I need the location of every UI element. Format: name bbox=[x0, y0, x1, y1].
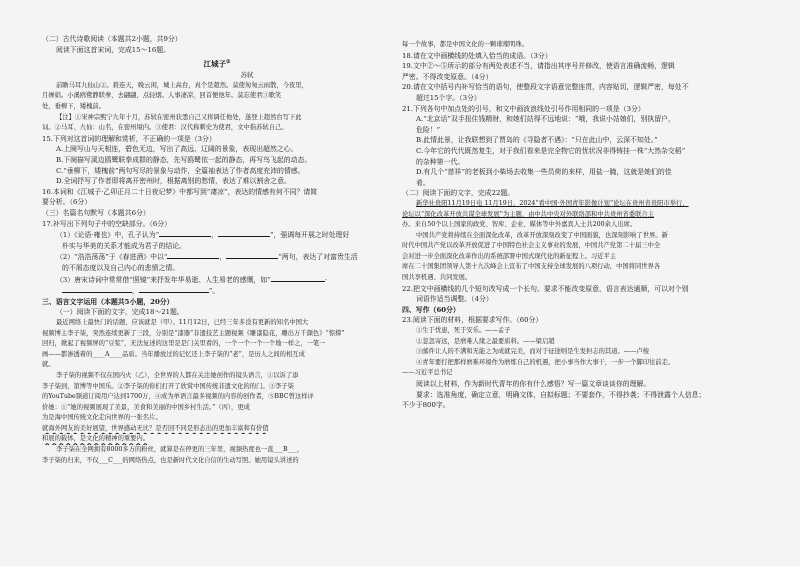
section-heading: （二）古代诗歌阅读（本题共2小题，共9分） bbox=[42, 35, 182, 43]
option-b: B.此情此景，让我联想到了贾岛的《寻隐者不遇》：“只在此山中，云深不知处。” bbox=[416, 136, 658, 145]
material-quote: ④青年要打把那样磨难环境作为磨炼自己的机遇，把小事当作大事干，一步一个脚印往前走。 bbox=[416, 358, 675, 366]
passage-line: 最近网络上最快门的话题，应该就是（甲）。11月12日，已经三年多没有更新的知名中国大 bbox=[56, 318, 309, 326]
question-19: 19.文中②～⑤所示的部分有两处表述不当，请指出其序号并修改，使语言准确流畅，逻辑 bbox=[402, 62, 675, 71]
option-a-cont: 危险！” bbox=[416, 125, 441, 134]
material-quote: ①生于忧患，死于安乐。——孟子 bbox=[416, 327, 511, 335]
question-22: 22.把文中画横线的几个短句改写成一个长句。要求不能改变原意，语言表达通顺，可以对个别 bbox=[402, 284, 689, 293]
right-column bbox=[402, 40, 762, 411]
fill-blank-2-cont: 的不屑态度以及自己内心的悲愤之情。 bbox=[62, 263, 180, 272]
part-heading: 四、写作（60分） bbox=[402, 305, 460, 314]
passage-line: 办。来自50个以上国家的政党、智库、企业、媒体等中外嘉宾人士共200余人出席。 bbox=[402, 221, 637, 229]
answer-blank[interactable] bbox=[218, 229, 270, 237]
fill-blank-3: （3）唐宋诗词中常常借“照镜”来抒发年华易逝、人生易老的感慨，如“ - bbox=[56, 275, 328, 284]
question-20: 20.请在文中括号内补写恰当的语句，使整段文字语意完整连贯，内容贴切，逻辑严密，每处不 bbox=[402, 83, 689, 92]
poem-note: 【注】①宋神宗熙宁九年十月，苏轼在密州获悉自己又将调任他处，遂登上超然台写下此 bbox=[56, 113, 302, 121]
passage-line: 的YouTube频道订阅用户达到1700万，④成为单语言最多视频的内容的创作者，⑤BBC曾这样评 bbox=[42, 393, 314, 401]
passage-line: 为是海中国传统文化走向世界的一张名片。 bbox=[42, 414, 162, 422]
part-heading: 三、语言文字运用（本题共5小题，20分） bbox=[42, 297, 174, 306]
question-20-cont: 超过15个字。（3分） bbox=[416, 93, 481, 102]
passage-line: 视频博主李子柒，突然连续更新了三段，分别是“漆器”非遗技艺主题视频《雕漆隐花，雕出万千颜色》“惊撑” bbox=[42, 329, 345, 337]
instruction-text: 阅读下面这首宋词，完成15～16题。 bbox=[56, 45, 171, 54]
question-18: 18.请在文中画横线的处填入恰当的成语。（3分） bbox=[402, 51, 552, 60]
answer-blank[interactable] bbox=[167, 251, 219, 259]
writing-requirements: 要求：选准角度，确定立意，明确文体，自拟标题；不要套作，不得抄袭；不得泄露个人信息； bbox=[416, 390, 706, 399]
fill-blank-2: （2）“浩浩荡荡”于《春进酒》中以“ ， ”两句，表达了对富贵生活 bbox=[56, 253, 358, 262]
fill-blank-3-cont: ， ”。 bbox=[42, 285, 392, 297]
underlined-passage: 论坛以“深化改革开放共谋全球发展”为主题，由中共中央对外联络部和中共贵州省委联合主 bbox=[402, 210, 655, 218]
question-16: 16.本词和《江城子·乙卯正月二十日夜记梦》中都写到“凄凉”，表达的情感有何不同？请简 bbox=[42, 187, 318, 196]
passage-line: 就。 bbox=[42, 361, 55, 369]
question-17: 17.补写出下列句子中的空缺部分。（6分） bbox=[42, 219, 172, 228]
material-quote: ③邮件让人的不满和无能之为成就完美，而对于征途则是生发担志的其道。——卢梭 bbox=[416, 348, 649, 356]
answer-blank[interactable] bbox=[139, 285, 209, 293]
option-c: C.“垂柳下，矮槐前”两句写尽的景象与动作，全篇袖表达了作者高度充沛的情感。 bbox=[56, 166, 305, 175]
option-d: D.全词抒写了作者即将离开密州时，根据离别的愁情，表达了难以割舍之意。 bbox=[56, 177, 291, 186]
passage-line: 会对进一步全面深化改革作出的系统部署中国式现代化的新征程上。习近平主 bbox=[402, 252, 617, 260]
option-d: D.有几个“慈祥”的老板到小柴场去收集一些员荷的来样，用盐一腌，这就是她们的佳 bbox=[416, 168, 672, 177]
passage-line: 国共享机遇、共同发展。 bbox=[402, 274, 472, 282]
option-a: A.“北京话”双手扭住钱精财，和她们站得不远地说：“哦，我说小站娘们，别执留户， bbox=[416, 115, 675, 124]
passage-line: 每一个故事，都是中国文化的一颗璀璨明珠。 bbox=[402, 41, 528, 48]
option-b: B.下阕描写溪边鸥鹭联拳成群的静态，先写鸥鹭依一起的静态，再写鸟飞起的动态。 bbox=[56, 156, 312, 165]
passage-line: 席在二十国集团领导人第十九次峰会上宣布了中国支持全球发展的八项行动，中国将同世界各 bbox=[402, 263, 661, 271]
wavy-underlined-passage: 就海外网友的美好展望，世界感动无比？是否回不同是形态出的更加丰富和有价值 bbox=[42, 424, 269, 432]
fill-blank-1: （1）《论语·雍也》中，孔子认为“ ， ”，强调每开展之时处理好 bbox=[56, 231, 350, 240]
question-15: 15.下列对这首词的理解和赏析，不正确的一项是（3分） bbox=[42, 134, 216, 143]
option-d-cont: 肴。 bbox=[416, 178, 430, 187]
option-c-cont: 的杂种第一代。 bbox=[416, 157, 465, 166]
poem-title: 江城子① bbox=[203, 59, 231, 69]
section-heading: （一）阅读下面的文字，完成18～21题。 bbox=[56, 308, 184, 317]
writing-prompt: 阅读以上材料，作为新时代青年的你有什么感悟？写一篇文章谈谈你的理解。 bbox=[416, 380, 651, 388]
passage-line: 李子柒在全网拥有8000多万的粉丝，就算是在停更的三年里，视频热度也一直___B___， bbox=[56, 446, 304, 454]
option-c: C.今年它的代代既然复生，对于我们看来是完全物它的忧状况非得铸挂一株“大然杂交稻” bbox=[416, 146, 686, 155]
answer-blank[interactable] bbox=[62, 285, 132, 293]
passage-line: 李子柒的归来，不仅___C___的网络热点，也是新时代文化自信的生动写照。她用镜头讲述的 bbox=[42, 456, 299, 464]
passage-line: 回归，掀起了视频屏的“豆浆”，无法复述的这里是是门关里看的，一个一个一个一个地一样之，一笔一 bbox=[42, 340, 326, 348]
option-a: A.上阕写山与天相连，碧色无边，写出了高远、辽阔的景象，表现出超然之心。 bbox=[56, 145, 298, 154]
writing-requirements-cont: 不少于800字。 bbox=[402, 401, 450, 410]
poem-line: 前瞻马耳九仙山②。碧连天，晚云闲，城上高台，真个是超然。莫使匆匆云雨散，今夜里， bbox=[56, 81, 308, 89]
answer-blank[interactable] bbox=[226, 251, 278, 259]
material-quote-cont: ——习近平总书记 bbox=[402, 369, 453, 377]
answer-blank[interactable] bbox=[271, 274, 325, 282]
section-heading: （三）名篇名句默写（本题共6分） bbox=[42, 209, 150, 217]
question-21: 21.下列各句中加点处的引号，和文中画波浪线处引号作用相同的一项是（3分） bbox=[402, 104, 645, 113]
wavy-underlined-passage: 和展的载体，是文化的精神的重要内。 bbox=[42, 435, 150, 443]
fill-blank-1-cont: 朴实与华美的关系才能成为君子的结论。 bbox=[62, 241, 187, 250]
question-19-cont: 严密。不得改变原意。（4分） bbox=[402, 72, 493, 81]
question-23: 23.阅读下面的材料，根据要求写作。（60分） bbox=[402, 316, 543, 325]
passage-line: 李子柒到，第博等中国乐。②李子柒的你们打开了欣赏中国传统非遗文化的的门。③李子柒 bbox=[42, 382, 294, 390]
poem-author: 苏轼 bbox=[240, 71, 254, 80]
passage-line: 中国共产党将持续在全面深化改革，改革开放深刻改变了中国面貌，也深刻影响了世界。新 bbox=[416, 231, 668, 239]
section-heading: （二）阅读下面的文字，完成22题。 bbox=[402, 189, 515, 198]
answer-blank[interactable] bbox=[159, 229, 211, 237]
passage-line: 时代中国共产党以改革开放促进了中国特色社会主义事业的发展，中国共产党第二十届三中全 bbox=[402, 242, 661, 250]
poem-line: 月婵娟。小溪鸥鹭静联拳，去翩翩，点轻烟。人事凄凉，回首便他年。莫忘使君③歌笑 bbox=[42, 92, 282, 100]
left-column bbox=[42, 34, 392, 466]
passage-line: 李子柒的视频不仅在国内火（乙），全世界的人都在关注她创作的镜头语言，①以诉了添 bbox=[56, 371, 299, 379]
question-16-cont: 要分析。（6分） bbox=[42, 198, 92, 207]
poem-line: 处，垂柳下，矮槐前。 bbox=[42, 103, 105, 111]
underlined-passage: 新华社贵阳11月19日电 11月19日，2024“看中国·外国青年影像计划”论坛在贵州省贵阳市举行， bbox=[416, 199, 689, 207]
passage-line: 价她：①“她的视频展现了美景，美食和美丽的中国乡村生活。”（丙），更成 bbox=[42, 403, 250, 411]
passage-line: 画——都渗透着的____A____品质。当年播放过的记忆还上李子柒的“老”，是历人之间的相互成 bbox=[42, 350, 305, 358]
question-22-cont: 词语作适当调整。（4分） bbox=[416, 295, 493, 304]
material-quote: ②忽忽寄远，是磨难人缘之最要质料。——梁启超 bbox=[416, 337, 555, 345]
poem-note: 词。②马耳、九仙：山名，在密州境内。③使君：汉代称刺史为使君，文中指苏轼自己。 bbox=[42, 124, 288, 132]
